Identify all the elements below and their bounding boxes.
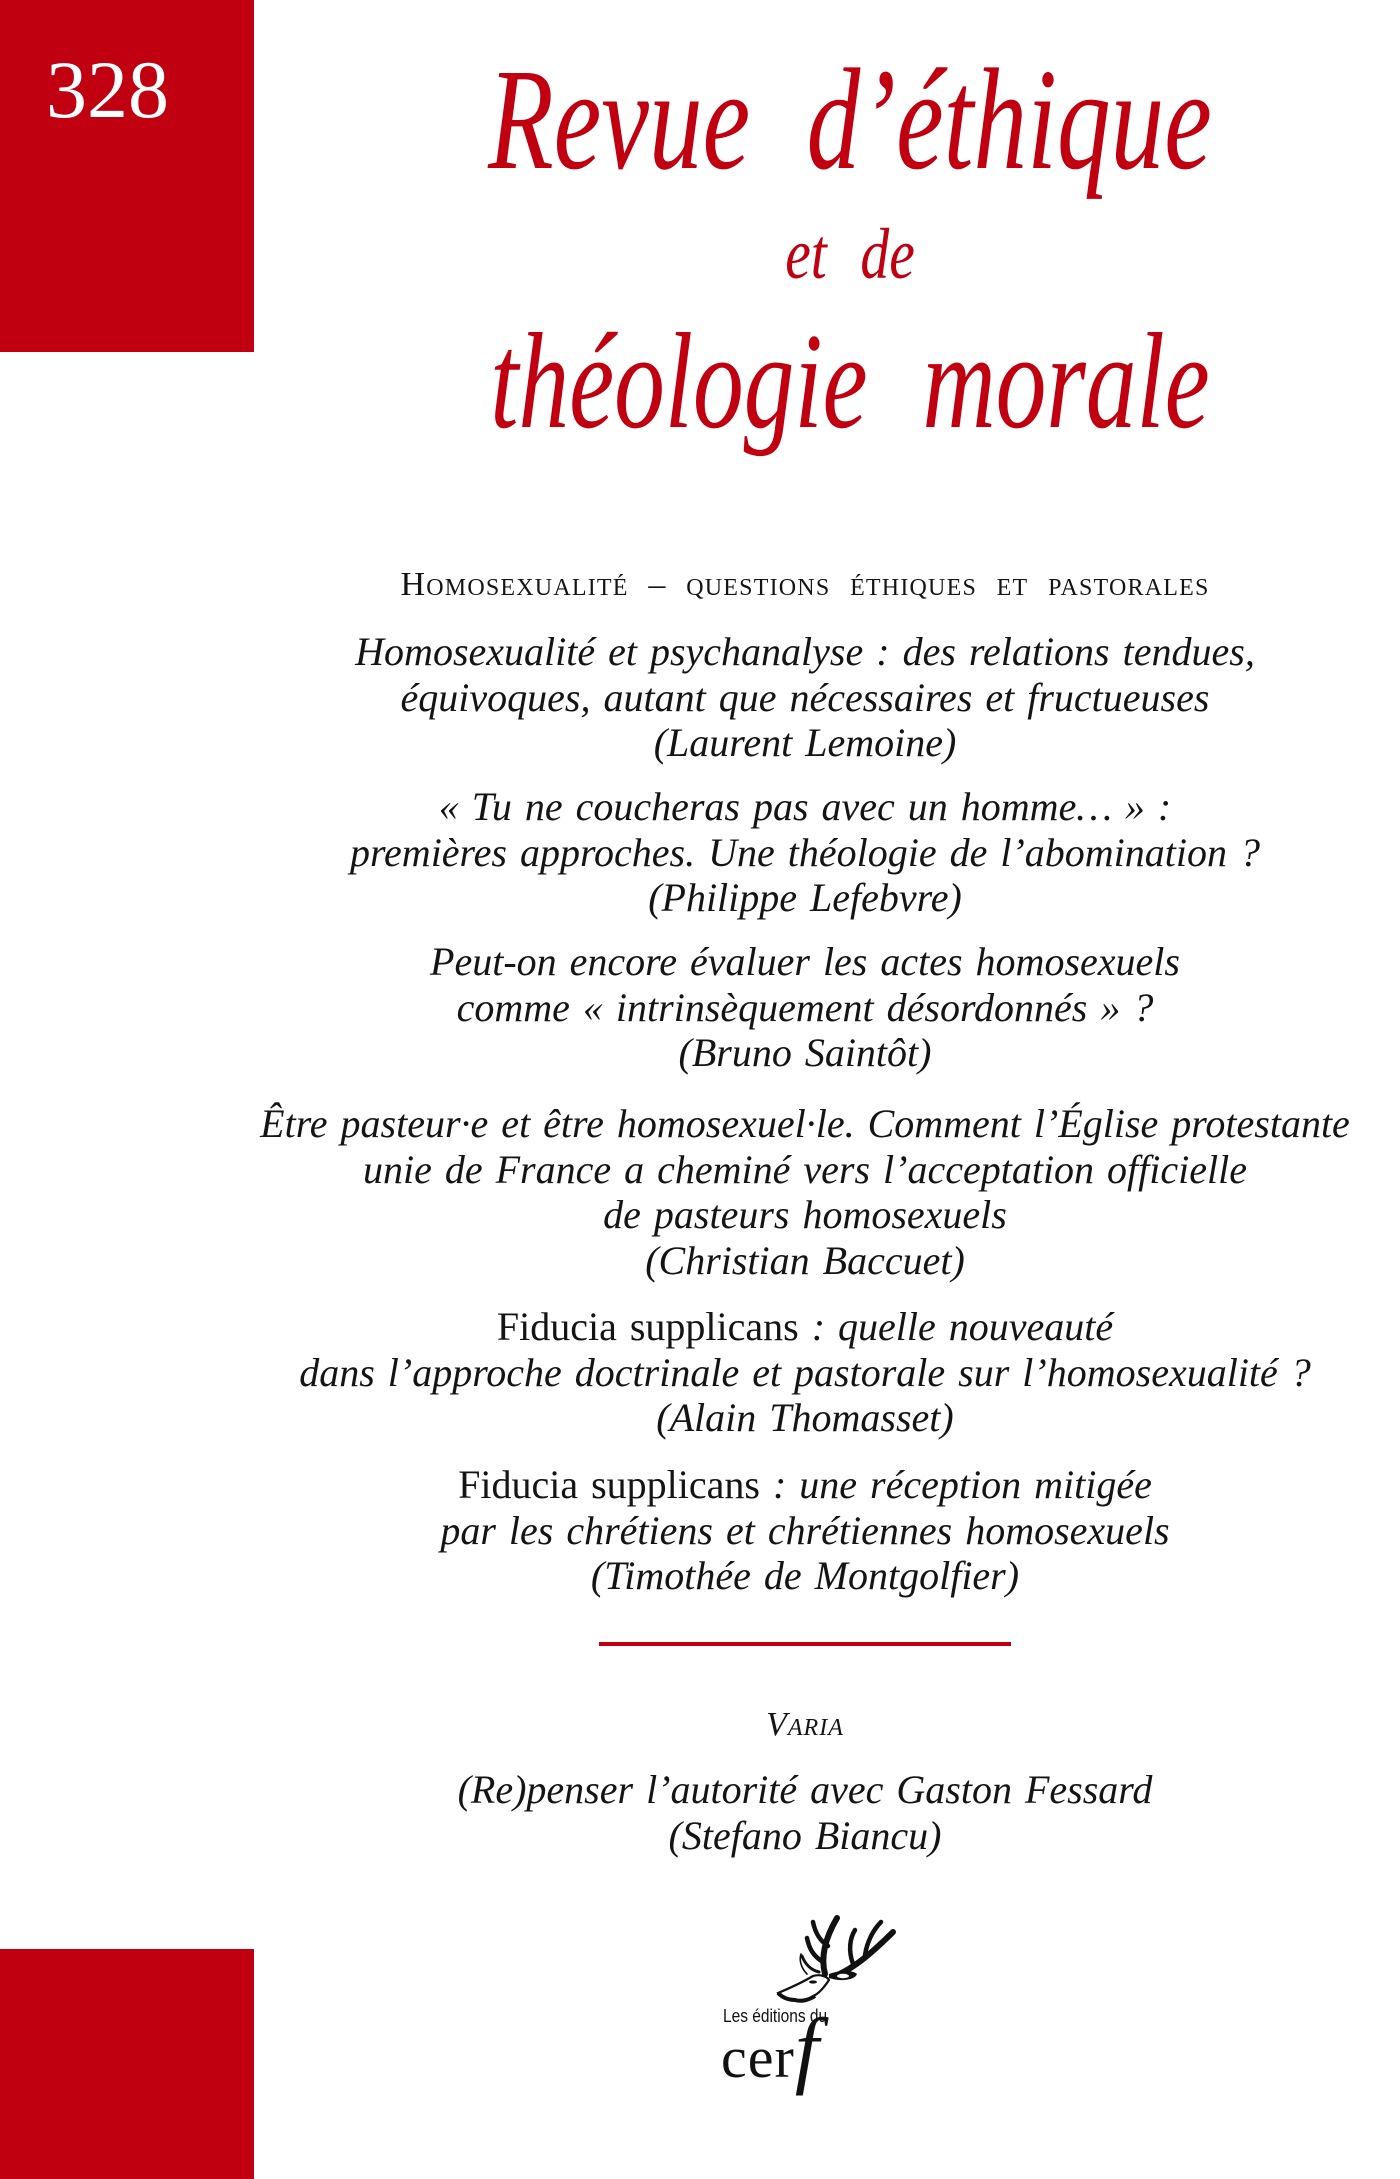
article-title-line: comme « intrinsèquement désordonnés » ? (456, 984, 1154, 1030)
article-author: (Philippe Lefebvre) (648, 875, 962, 920)
red-divider (599, 1642, 1011, 1646)
article-title-line: par les chrétiens et chrétiennes homosexuels (440, 1507, 1170, 1553)
publisher-name-main: cer (721, 2025, 795, 2090)
article-author: (Laurent Lemoine) (653, 720, 957, 765)
publisher-name-f: f (794, 2000, 820, 2096)
article-title-line: équivoques, autant que nécessaires et fructueuses (400, 674, 1210, 720)
journal-title-line-3: théologie morale (490, 305, 1210, 457)
article-title-line: premières approches. Une théologie de l’abomination ? (349, 829, 1261, 875)
stag-head-icon (715, 1910, 905, 2005)
article-author: (Bruno Saintôt) (678, 1030, 932, 1075)
article-title-line: Peut-on encore évaluer les actes homosexuels (430, 939, 1180, 984)
article-title-rest: : quelle nouveauté (798, 1304, 1114, 1349)
article-title-line: Homosexualité et psychanalyse : des relations tendues, (355, 629, 1255, 674)
article-author: (Christian Baccuet) (645, 1237, 965, 1283)
article-title-line: Être pasteur·e et être homosexuel·le. Comment l’Église protestante (260, 1101, 1350, 1146)
publisher-logo (715, 1910, 905, 2095)
article-2 (205, 784, 1400, 921)
document-title-roman: Fiducia supplicans (458, 1462, 760, 1507)
article-author: (Timothée de Montgolfier) (590, 1553, 1020, 1598)
article-title-line: « Tu ne coucheras pas avec un homme… » : (438, 784, 1172, 829)
article-title-line: dans l’approche doctrinale et pastorale sur l’homosexualité ? (299, 1349, 1311, 1395)
article-title-line: unie de France a cheminé vers l’acceptation officielle (362, 1146, 1247, 1192)
journal-title-line-2: et de (785, 214, 915, 294)
article-title-line (205, 1304, 1400, 1350)
article-author: (Alain Thomasset) (656, 1395, 954, 1440)
article-title-line: de pasteurs homosexuels (603, 1192, 1007, 1237)
document-title-roman: Fiducia supplicans (496, 1304, 799, 1349)
publisher-prefix: Les éditions du (723, 2006, 828, 2026)
varia-heading: Varia (766, 1706, 844, 1743)
article-5 (205, 1304, 1400, 1441)
article-4 (205, 1101, 1400, 1283)
article-title-line (205, 1462, 1400, 1508)
article-author: (Stefano Biancu) (668, 1812, 942, 1858)
varia-article (205, 1767, 1400, 1858)
article-title-rest: : une réception mitigée (759, 1462, 1152, 1507)
dossier-heading: Homosexualité – questions éthiques et pastorales (400, 566, 1210, 603)
journal-title-line-1: Revue d’éthique (488, 40, 1212, 200)
article-3 (205, 939, 1400, 1076)
article-6 (205, 1462, 1400, 1599)
article-title-line: (Re)penser l’autorité avec Gaston Fessard (457, 1767, 1153, 1812)
article-1 (205, 629, 1400, 766)
bottom-red-block (0, 1949, 254, 2179)
issue-number: 328 (46, 44, 169, 135)
